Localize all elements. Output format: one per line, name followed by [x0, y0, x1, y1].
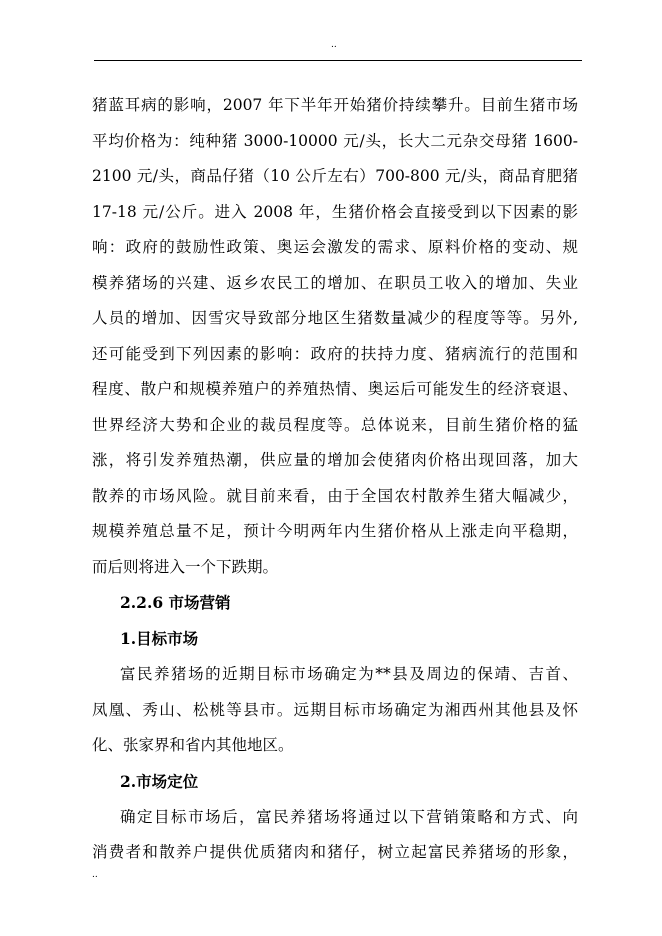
text-line: 响：政府的鼓励性政策、奥运会激发的需求、原料价格的变动、规 [92, 238, 578, 256]
text-line: 模养猪场的兴建、返乡农民工的增加、在职员工收入的增加、失业 [92, 273, 578, 292]
text-line: 富民养猪场的近期目标市场确定为**县及周边的保靖、吉首、 [120, 665, 578, 683]
text-line: 世界经济大势和企业的裁员程度等。总体说来，目前生猪价格的猛 [92, 415, 578, 434]
text-line: 人员的增加、因雪灾导致部分地区生猪数量减少的程度等等。另外, [92, 309, 578, 327]
body-text [92, 88, 578, 871]
paragraph-price-factors [92, 88, 578, 585]
text-line: 散养的市场风险。就目前来看，由于全国农村散养生猪大幅减少， [92, 486, 578, 505]
text-line: 17-18 元/公斤。进入 2008 年，生猪价格会直接受到以下因素的影 [92, 202, 578, 221]
footer-mark: .. [92, 870, 98, 880]
text-line: 2100 元/头，商品仔猪（10 公斤左右）700-800 元/头，商品育肥猪 [92, 167, 578, 185]
paragraph-target-market [92, 657, 578, 764]
text-line: 涨，将引发养殖热潮，供应量的增加会使猪肉价格出现回落，加大 [92, 451, 578, 469]
paragraph-market-positioning [92, 800, 578, 871]
text-line: 猪蓝耳病的影响，2007 年下半年开始猪价持续攀升。目前生猪市场 [92, 96, 578, 114]
text-line: 凤凰、秀山、松桃等县市。远期目标市场确定为湘西州其他县及怀 [92, 700, 578, 719]
subsection-heading-market-positioning: 2.市场定位 [120, 771, 199, 791]
text-line: 平均价格为：纯种猪 3000-10000 元/头，长大二元杂交母猪 1600- [92, 131, 578, 150]
text-line: 规模养殖总量不足，预计今明两年内生猪价格从上涨走向平稳期， [92, 522, 578, 540]
text-line: 确定目标市场后，富民养猪场将通过以下营销策略和方式、向 [120, 807, 578, 826]
text-line: 而后则将进入一个下跌期。 [92, 557, 279, 576]
text-line: 消费者和散养户提供优质猪肉和猪仔，树立起富民养猪场的形象， [92, 843, 578, 861]
header-rule [94, 60, 582, 61]
text-line: 程度、散户和规模养殖户的养殖热情、奥运后可能发生的经济衰退、 [92, 380, 578, 398]
section-heading: 2.2.6 市场营销 [120, 593, 231, 612]
subsection-heading-target-market: 1.目标市场 [120, 629, 199, 648]
text-line: 还可能受到下列因素的影响：政府的扶持力度、猪病流行的范围和 [92, 344, 578, 363]
text-line: 化、张家界和省内其他地区。 [92, 736, 294, 754]
header-mark: .. [331, 40, 337, 50]
